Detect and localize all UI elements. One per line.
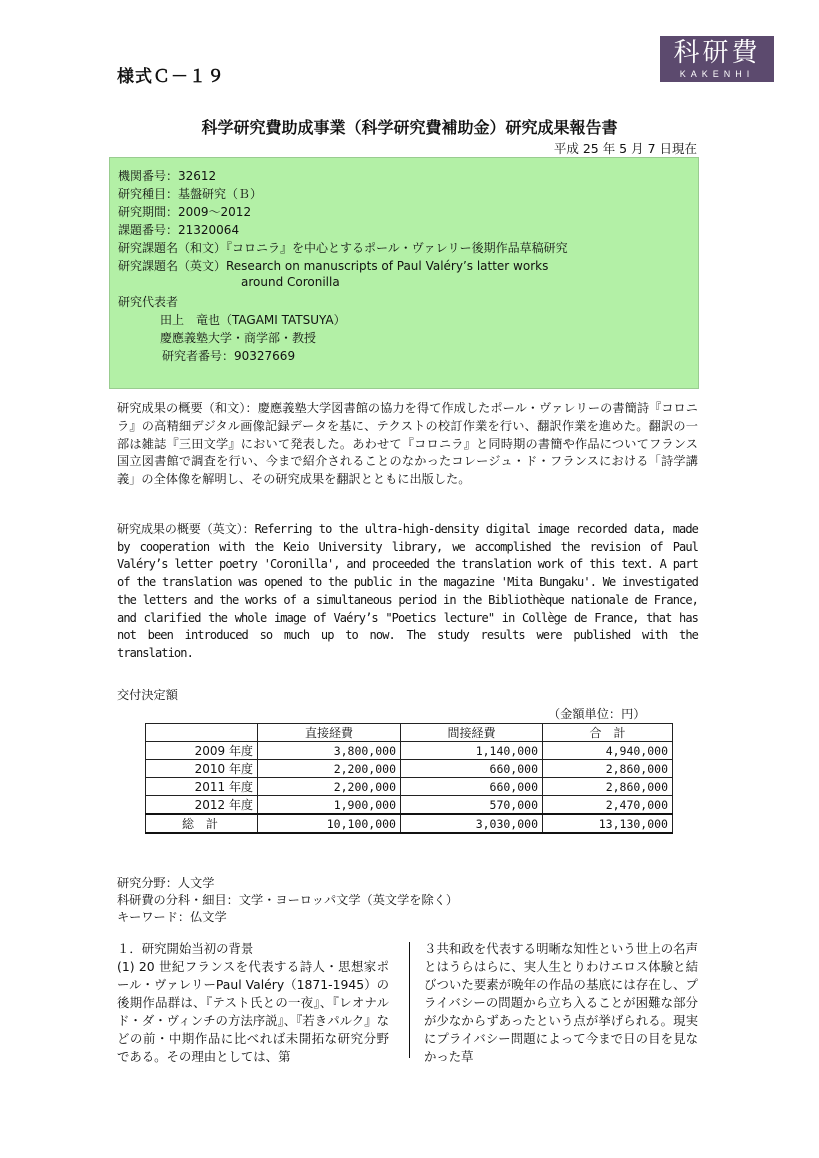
row-indirect: 660,000: [401, 778, 543, 796]
row-year: 2012 年度: [146, 796, 258, 815]
row-total: 2,860,000: [543, 760, 673, 778]
project-info-box: [109, 157, 699, 389]
row-total: 2,470,000: [543, 796, 673, 815]
row-total: 2,860,000: [543, 778, 673, 796]
research-field: 研究分野：人文学: [117, 876, 215, 890]
row-total: 4,940,000: [543, 742, 673, 760]
logo-kanji: 科研費: [673, 38, 761, 68]
header-total: 合 計: [543, 724, 673, 742]
header-indirect: 間接経費: [401, 724, 543, 742]
total-row: [146, 814, 673, 833]
research-keywords: キーワード：仏文学: [117, 910, 227, 924]
summary-english: 研究成果の概要（英文）：Referring to the ultra-high-density digital image recorded data, made by cooperation with the Keio University library, we accomplished the revision of Paul Valéry’s letter poetry 'Coronilla', and proceeded the translation work of this text. A part of the translation was opened to the public in the magazine 'Mita Bungaku'. We investigated the letters and the works of a simultaneous period in the Bibliothèque nationale de France, and clarified the whole image of Vaéry’s "Poetics lecture" in Collège de France, that has not been introduced so much up to now. The study results were published with the translation.: [117, 522, 698, 660]
row-direct: 2,200,000: [258, 778, 401, 796]
header-empty: [146, 724, 258, 742]
total-total: 13,130,000: [543, 814, 673, 833]
header-direct: 直接経費: [258, 724, 401, 742]
grant-label: 交付決定額: [117, 688, 178, 702]
representative-name: 田上 竜也（TAGAMI TATSUYA）: [160, 313, 346, 327]
table-row: [146, 778, 673, 796]
research-subdivision: 科研費の分科・細目：文学・ヨーロッパ文学（英文学を除く）: [117, 893, 459, 907]
researcher-id: 研究者番号：90327669: [162, 349, 296, 363]
logo-subtitle: KAKENHI: [679, 69, 755, 79]
project-number: 課題番号：21320064: [118, 223, 240, 237]
row-year: 2009 年度: [146, 742, 258, 760]
row-direct: 3,800,000: [258, 742, 401, 760]
report-title: 科学研究費助成事業（科学研究費補助金）研究成果報告書: [201, 118, 618, 137]
form-id: 様式Ｃ－１９: [117, 67, 225, 87]
total-label: 総 計: [146, 814, 258, 833]
row-indirect: 1,140,000: [401, 742, 543, 760]
row-direct: 2,200,000: [258, 760, 401, 778]
research-period: 研究期間：2009～2012: [118, 205, 252, 219]
table-row: [146, 796, 673, 815]
representative-affiliation: 慶應義塾大学・商学部・教授: [160, 331, 317, 345]
total-direct: 10,100,000: [258, 814, 401, 833]
project-title-en-cont: around Coronilla: [241, 275, 340, 289]
row-indirect: 570,000: [401, 796, 543, 815]
research-category: 研究種目：基盤研究（Ｂ）: [118, 187, 263, 201]
project-title-en: 研究課題名（英文）Research on manuscripts of Paul Valéry’s latter works: [118, 259, 549, 273]
institution-number: 機関番号：32612: [118, 169, 217, 183]
body-left-column: [117, 940, 389, 1066]
section-heading: １．研究開始当初の背景: [117, 941, 254, 956]
body-left-text: (1) 20 世紀フランスを代表する詩人・思想家ポール・ヴァレリーPaul Valéry（1871-1945）の後期作品群は、『テスト氏との一夜』、『レオナルド・ダ・ヴィンチの方法序説』、『若きパルク』などの前・中期作品に比べれば未開拓な研究分野である。その理由としては、第: [117, 959, 389, 1064]
row-indirect: 660,000: [401, 760, 543, 778]
table-row: [146, 760, 673, 778]
body-right-column: [424, 940, 698, 1066]
grant-table: [145, 723, 673, 834]
total-indirect: 3,030,000: [401, 814, 543, 833]
row-year: 2011 年度: [146, 778, 258, 796]
row-year: 2010 年度: [146, 760, 258, 778]
table-row: [146, 742, 673, 760]
summary-japanese: 研究成果の概要（和文）：慶應義塾大学図書館の協力を得て作成したポール・ヴァレリーの書簡詩『コロニラ』の高精細デジタル画像記録データを基に、テクストの校訂作業を行い、翻訳作業を進めた。翻訳の一部は雑誌『三田文学』において発表した。あわせて『コロニラ』と同時期の書簡や作品についてフランス国立図書館で調査を行い、今まで紹介されることのなかったコレージュ・ド・フランスにおける「詩学講義」の全体像を解明し、その研究成果を翻訳とともに出版した。: [117, 401, 698, 487]
kakenhi-logo: [660, 36, 774, 82]
row-direct: 1,900,000: [258, 796, 401, 815]
column-divider: [409, 942, 410, 1058]
project-title-jp: 研究課題名（和文）『コロニラ』を中心とするポール・ヴァレリー後期作品草稿研究: [118, 241, 568, 255]
grant-header-row: [146, 724, 673, 742]
grant-unit: （金額単位：円）: [548, 707, 646, 721]
body-right-text: ３共和政を代表する明晰な知性という世上の名声とはうらはらに、実人生とりわけエロス体験と結びついた要素が晩年の作品の基底には存在し、プライバシーの問題から立ち入ることが困難な部分が少なからずあったという点が挙げられる。現実にプライバシー問題によって今まで日の目を見なかった草: [424, 941, 698, 1064]
representative-label: 研究代表者: [118, 295, 179, 309]
report-date: 平成 25 年 5 月 7 日現在: [553, 141, 697, 156]
